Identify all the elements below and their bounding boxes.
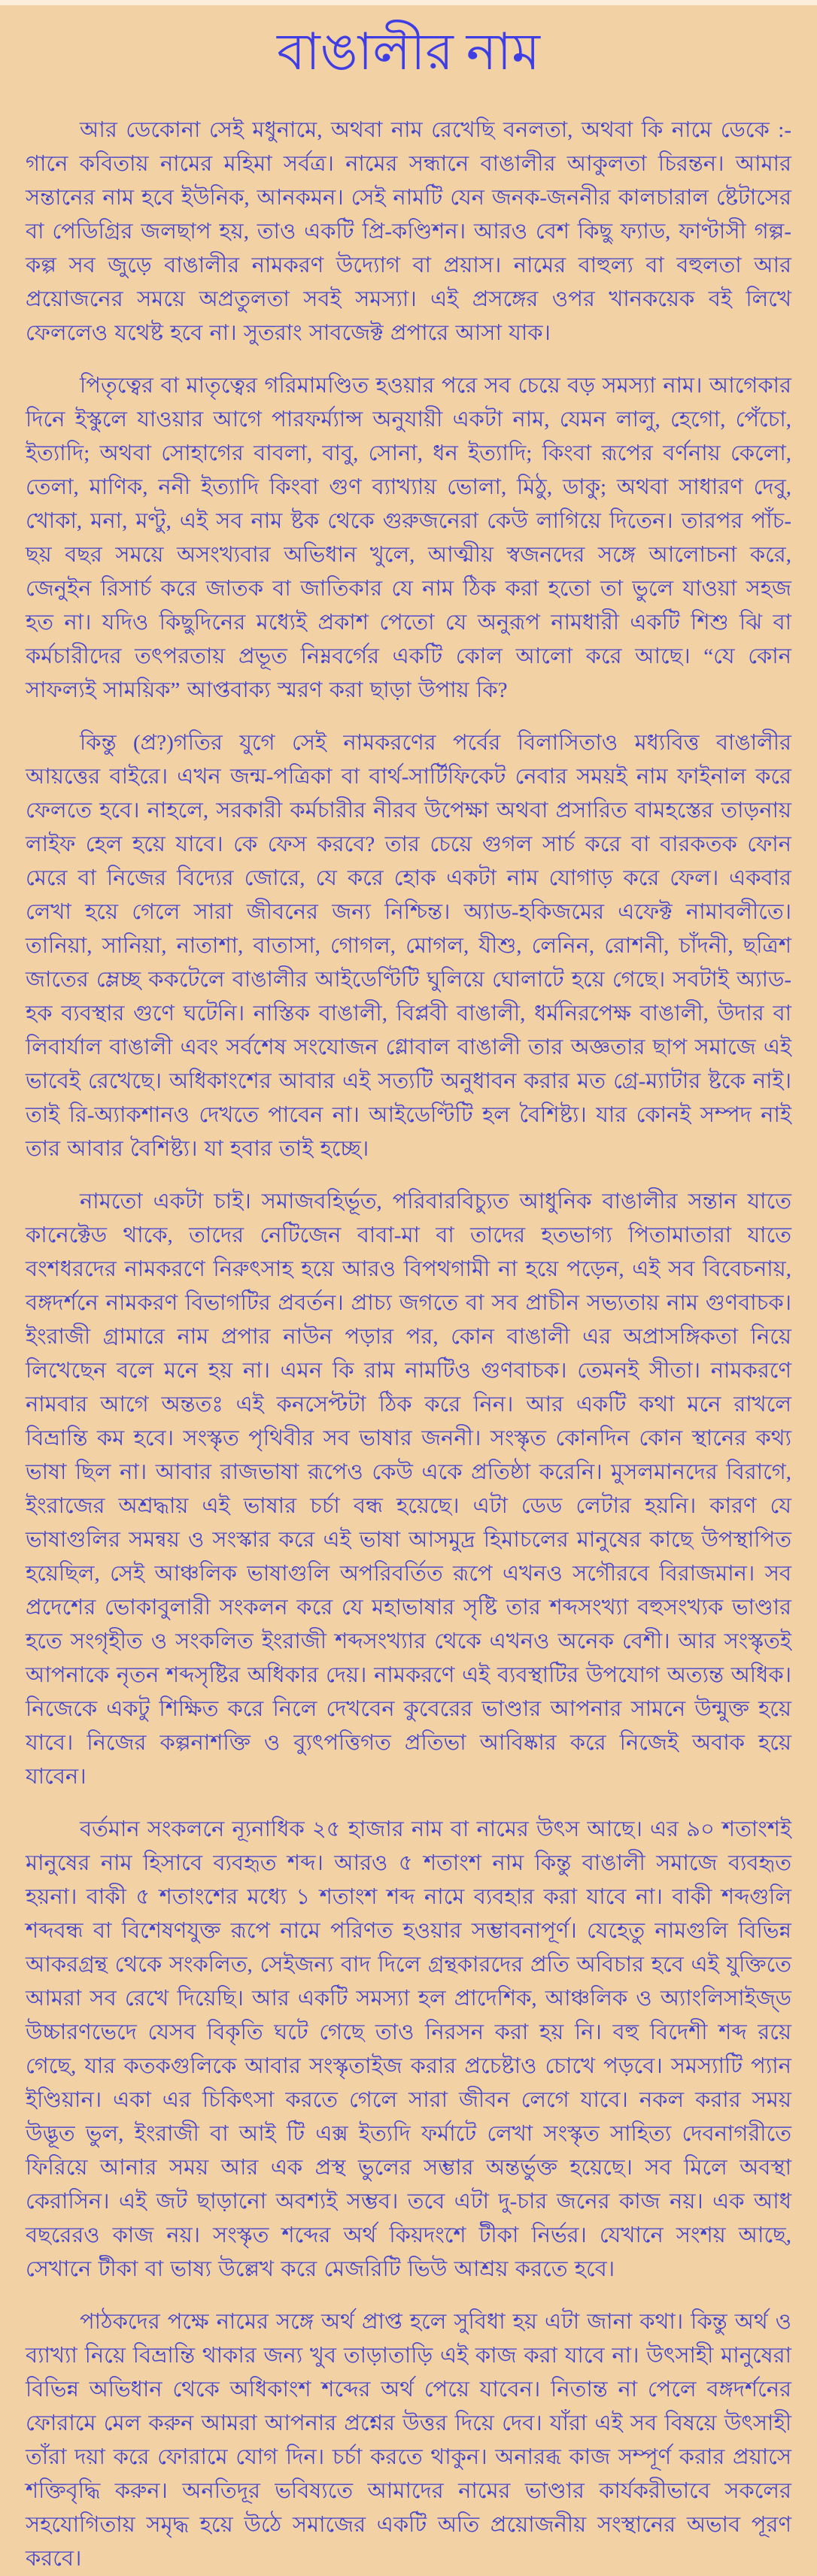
document-page — [0, 17, 817, 2576]
paragraph-collection: বর্তমান সংকলনে ন্যূনাধিক ২৫ হাজার নাম বা নামের উৎস আছে। এর ৯০ শতাংশই মানুষের নাম হিসাবে ব্যবহৃত শব্দ। আরও ৫ শতাংশ নাম কিন্তু বাঙালী সমাজে ব্যবহৃত হয়না। বাকী ৫ শতাংশের মধ্যে ১ শতাংশ শব্দ নামে ব্যবহার করা যাবে না। বাকী শব্দগুলি শব্দবন্ধ বা বিশেষণযুক্ত রূপে নামে পরিণত হওয়ার সম্ভাবনাপূর্ণ। যেহেতু নামগুলি বিভিন্ন আকরগ্রন্থ থেকে সংকলিত, সেইজন্য বাদ দিলে গ্রন্থকারদের প্রতি অবিচার হবে এই যুক্তিতে আমরা সব রেখে দিয়েছি। আর একটি সমস্যা হল প্রাদেশিক, আঞ্চলিক ও অ্যাংলিসাইজ্‌ড উচ্চারণভেদে যেসব বিকৃতি ঘটে গেছে তাও নিরসন করা হয় নি। বহু বিদেশী শব্দ রয়ে গেছে, যার কতকগুলিকে আবার সংস্কৃতাইজ করার প্রচেষ্টাও চোখে পড়বে। সমস্যাটি প্যান ইণ্ডিয়ান। একা এর চিকিৎসা করতে গেলে সারা জীবন লেগে যাবে। নকল করার সময় উদ্ভূত ভুল, ইংরাজী বা আই টি এক্স ইত্যদি ফর্মাটে লেখা সংস্কৃত সাহিত্য দেবনাগরীতে ফিরিয়ে আনার সময় আর এক প্রস্থ ভুলের সম্ভার অন্তর্ভুক্ত হয়েছে। সব মিলে অবস্থা কেরাসিন। এই জট ছাড়ানো অবশ্যই সম্ভব। তবে এটা দু-চার জনের কাজ নয়। এক আধ বছরেরও কাজ নয়। সংস্কৃত শব্দের অর্থ কিয়দংশে টীকা নির্ভর। যেখানে সংশয় আছে, সেখানে টীকা বা ভাষ্য উল্লেখ করে মেজরিটি ভিউ আশ্রয় করতে হবে। — [26, 1817, 791, 2281]
paragraph-intro: আর ডেকোনা সেই মধুনামে, অথবা নাম রেখেছি বনলতা, অথবা কি নামে ডেকে :- গানে কবিতায় নামের মহিমা সর্বত্র। নামের সন্ধানে বাঙালীর আকুলতা চিরন্তন। আমার সন্তানের নাম হবে ইউনিক, আনকমন। সেই নামটি যেন জনক-জননীর কালচারাল ষ্টেটাসের বা পেডিগ্রির জলছাপ হয়, তাও একটি প্রি-কণ্ডিশন। আরও বেশ কিছু ফ্যাড, ফাণ্টাসী গল্প-কল্প সব জুড়ে বাঙালীর নামকরণ উদ্যোগ বা প্রয়াস। নামের বাহুল্য বা বহুলতা আর প্রয়োজনের সময়ে অপ্রতুলতা সবই সমস্যা। এই প্রসঙ্গের ওপর খানকয়েক বই লিখে ফেললেও যথেষ্ট হবে না। সুতরাং সাবজেক্ট প্রপারে আসা যাক। — [26, 118, 791, 345]
paragraph-sanskrit: নামতো একটা চাই। সমাজবহির্ভূত, পরিবারবিচ্যুত আধুনিক বাঙালীর সন্তান যাতে কানেক্টেড থাকে, তাদের নেটিজেন বাবা-মা বা তাদের হতভাগ্য পিতামাতারা যাতে বংশধরদের নামকরণে নিরুৎসাহ হয়ে আরও বিপথগামী না হয়ে পড়েন, এই সব বিবেচনায়, বঙ্গদর্শনে নামকরণ বিভাগটির প্রবর্তন। প্রাচ্য জগতে বা সব প্রাচীন সভ্যতায় নাম গুণবাচক। ইংরাজী গ্রামারে নাম প্রপার নাউন পড়ার পর, কোন বাঙালী এর অপ্রাসঙ্গিকতা নিয়ে লিখেছেন বলে মনে হয় না। এমন কি রাম নামটিও গুণবাচক। তেমনই সীতা। নামকরণে নামবার আগে অন্ততঃ এই কনসেপ্টটা ঠিক করে নিন। আর একটি কথা মনে রাখলে বিভ্রান্তি কম হবে। সংস্কৃত পৃথিবীর সব ভাষার জননী। সংস্কৃত কোনদিন কোন স্থানের কথ্য ভাষা ছিল না। আবার রাজভাষা রূপেও কেউ একে প্রতিষ্ঠা করেনি। মুসলমানদের বিরাগে, ইংরাজের অশ্রদ্ধায় এই ভাষার চর্চা বন্ধ হয়েছে। এটা ডেড লেটার হয়নি। কারণ যে ভাষাগুলির সমন্বয় ও সংস্কার করে এই ভাষা আসমুদ্র হিমাচলের মানুষের কাছে উপস্থাপিত হয়েছিল, সেই আঞ্চলিক ভাষাগুলি অপরিবর্তিত রূপে এখনও সগৌরবে বিরাজমান। সব প্রদেশের ভোকাবুলারী সংকলন করে যে মহাভাষার সৃষ্টি তার শব্দসংখ্যা বহুসংখ্যক ভাণ্ডার হতে সংগৃহীত ও সংকলিত ইংরাজী শব্দসংখ্যার থেকে এখনও অনেক বেশী। আর সংস্কৃতই আপনাকে নৃতন শব্দসৃষ্টির অধিকার দেয়। নামকরণে এই ব্যবস্থাটির উপযোগ অত্যন্ত অধিক। নিজেকে একটু শিক্ষিত করে নিলে দেখবেন কুবেরের ভাণ্ডার আপনার সামনে উন্মুক্ত হয়ে যাবে। নিজের কল্পনাশক্তি ও ব্যুৎপত্তিগত প্রতিভা আবিষ্কার করে নিজেই অবাক হয়ে যাবেন। — [26, 1190, 791, 1789]
paragraph-adhoc-naming: কিন্তু (প্র?)গতির যুগে সেই নামকরণের পর্বের বিলাসিতাও মধ্যবিত্ত বাঙালীর আয়ত্তের বাইরে। এখন জন্ম-পত্রিকা বা বার্থ-সার্টিফিকেট নেবার সময়ই নাম ফাইনাল করে ফেলতে হবে। নাহলে, সরকারী কর্মচারীর নীরব উপেক্ষা অথবা প্রসারিত বামহস্তের তাড়নায় লাইফ হেল হয়ে যাবে। কে ফেস করবে? তার চেয়ে গুগল সার্চ করে বা বারকতক ফোন মেরে বা নিজের বিদ্যের জোরে, যে করে হোক একটা নাম যোগাড় করে ফেল। একবার লেখা হয়ে গেলে সারা জীবনের জন্য নিশ্চিন্ত। অ্যাড-হকিজমের এফেক্ট নামাবলীতে। তানিয়া, সানিয়া, নাতাশা, বাতাসা, গোগল, মোগল, যীশু, লেনিন, রোশনী, চাঁদনী, ছত্রিশ জাতের ম্লেচ্ছ ককটেলে বাঙালীর আইডেণ্টিটি ঘুলিয়ে ঘোলাটে হয়ে গেছে। সবটাই অ্যাড-হক ব্যবস্থার গুণে ঘটেনি। নাস্তিক বাঙালী, বিপ্লবী বাঙালী, ধর্মনিরপেক্ষ বাঙালী, উদার বা লিবার্যাল বাঙালী এবং সর্বশেষ সংযোজন গ্লোবাল বাঙালী তার অজ্ঞতার ছাপ সমাজে এই ভাবেই রেখেছে। অধিকাংশের আবার এই সত্যটি অনুধাবন করার মত গ্রে-ম্যাটার ষ্টকে নাই। তাই রি-অ্যাকশানও দেখতে পাবেন না। আইডেণ্টিটি হল বৈশিষ্ট্য। যার কোনই সম্পদ নাই তার আবার বৈশিষ্ট্য। যা হবার তাই হচ্ছে। — [26, 731, 791, 1161]
page-top-strip — [0, 0, 817, 5]
page-title: বাঙালীর নাম — [277, 23, 540, 80]
paragraph-readers: পাঠকদের পক্ষে নামের সঙ্গে অর্থ প্রাপ্ত হলে সুবিধা হয় এটা জানা কথা। কিন্তু অর্থ ও ব্যাখ্যা নিয়ে বিভ্রান্তি থাকার জন্য খুব তাড়াতাড়ি এই কাজ করা যাবে না। উৎসাহী মানুষেরা বিভিন্ন অভিধান থেকে অধিকাংশ শব্দের অর্থ পেয়ে যাবেন। নিতান্ত না পেলে বঙ্গদর্শনের ফোরামে মেল করুন আমরা আপনার প্রশ্নের উত্তর দিয়ে দেব। যাঁরা এই সব বিষয়ে উৎসাহী তাঁরা দয়া করে ফোরামে যোগ দিন। চর্চা করতে থাকুন। অনারব্ধ কাজ সম্পূর্ণ করার প্রয়াসে শক্তিবৃদ্ধি করুন। অনতিদূর ভবিষ্যতে আমাদের নামের ভাণ্ডার কার্যকরীভাবে সকলের সহযোগিতায় সমৃদ্ধ হয়ে উঠে সমাজের একটি অতি প্রয়োজনীয় সংস্থানের অভাব পূরণ করবে। — [26, 2310, 791, 2571]
paragraph-old-naming: পিতৃত্বের বা মাতৃত্বের গরিমামণ্ডিত হওয়ার পরে সব চেয়ে বড় সমস্যা নাম। আগেকার দিনে ইস্কুলে যাওয়ার আগে পারফর্ম্যান্স অনুযায়ী একটা নাম, যেমন লালু, হেগো, পেঁচো, ইত্যাদি; অথবা সোহাগের বাবলা, বাবু, সোনা, ধন ইত্যাদি; কিংবা রূপের বর্ণনায় কেলো, তেলা, মাণিক, ননী ইত্যাদি কিংবা গুণ ব্যাখ্যায় ভোলা, মিঠু, ডাকু; অথবা সাধারণ দেবু, খোকা, মনা, মণ্টু, এই সব নাম ষ্টক থেকে গুরুজনেরা কেউ লাগিয়ে দিতেন। তারপর পাঁচ-ছয় বছর সময়ে অসংখ্যবার অভিধান খুলে, আত্মীয় স্বজনদের সঙ্গে আলোচনা করে, জেনুইন রিসার্চ করে জাতক বা জাতিকার যে নাম ঠিক করা হতো তা ভুলে যাওয়া সহজ হত না। যদিও কিছুদিনের মধ্যেই প্রকাশ পেতো যে অনুরূপ নামধারী একটি শিশু ঝি বা কর্মচারীদের তৎপরতায় প্রভূত নিম্নবর্গের একটি কোল আলো করে আছে। “যে কোন সাফল্যই সাময়িক” আপ্তবাক্য স্মরণ করা ছাড়া উপায় কি? — [26, 374, 791, 702]
article-body — [26, 114, 791, 2576]
